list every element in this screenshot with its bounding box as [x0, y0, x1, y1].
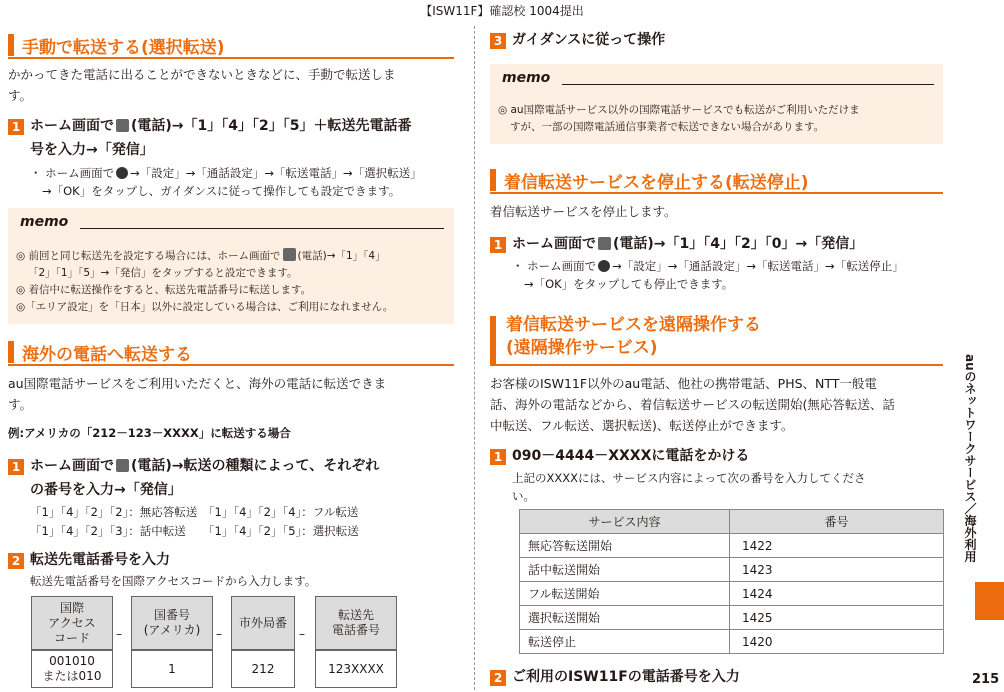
table-cell: 1425 — [730, 606, 944, 630]
step-note-2: →「OK」をタップし、ガイダンスに従って操作しても設定できます。 — [42, 184, 401, 198]
column-divider — [474, 26, 475, 690]
section-title-manual-forward: 手動で転送する(選択転送) — [8, 33, 454, 59]
table-cell: 1423 — [730, 558, 944, 582]
intro-text-2: す。 — [8, 88, 33, 103]
box-dest-number-value: 123XXXX — [315, 650, 397, 688]
remote-intro-2: 話、海外の電話などから、着信転送サービスの転送開始(無応答転送、話 — [490, 397, 895, 412]
table-cell: 話中転送開始 — [520, 558, 730, 582]
memo-rule — [80, 228, 444, 229]
page-number: 215 — [972, 672, 1000, 687]
step-number: 1 — [490, 237, 506, 253]
code-list-2: 「1」「4」「2」「3」：話中転送 「1」「4」「2」「5」：選択転送 — [30, 524, 359, 538]
box-dest-number-header: 転送先 電話番号 — [315, 596, 397, 650]
apps-icon — [116, 167, 128, 179]
step-number: 1 — [8, 119, 24, 135]
step-desc-2: い。 — [512, 489, 535, 503]
step-heading: ホーム画面で (電話)→転送の種類によって、それぞれ — [30, 458, 380, 474]
dash: – — [299, 627, 305, 641]
memo-item-1: ◎ 前回と同じ転送先を設定する場合には、ホーム画面で (電話)→「1」「4」 — [16, 250, 386, 262]
table-cell: 選択転送開始 — [520, 606, 730, 630]
step-number: 1 — [490, 449, 506, 465]
code-list-1: 「1」「4」「2」「2」：無応答転送 「1」「4」「2」「4」：フル転送 — [30, 505, 359, 519]
step-heading: ご利用のISW11Fの電話番号を入力 — [512, 669, 740, 685]
memo-label: memo — [20, 214, 69, 230]
side-tab — [975, 582, 1004, 620]
memo-item-1b: 「2」「1」「5」→「発信」をタップすると設定できます。 — [28, 267, 298, 279]
box-country-code-header: 国番号 (アメリカ) — [131, 596, 213, 650]
side-section-label: auのネットワークサービス／海外利用 — [963, 354, 977, 563]
table-row — [520, 630, 944, 654]
table-cell: フル転送開始 — [520, 582, 730, 606]
table-row — [520, 534, 944, 558]
intro-text: かかってきた電話に出ることができないときなどに、手動で転送しま — [8, 67, 396, 82]
memo-item-2: ◎ 着信中に転送操作をすると、転送先電話番号に転送します。 — [16, 284, 312, 296]
table-header: サービス内容 — [520, 510, 730, 534]
step-heading-2: の番号を入力→「発信」 — [30, 482, 182, 498]
table-cell: 1424 — [730, 582, 944, 606]
table-header-row — [520, 510, 944, 534]
table-cell: 転送停止 — [520, 630, 730, 654]
box-intl-access-header: 国際 アクセス コード — [31, 596, 113, 650]
table-cell: 1420 — [730, 630, 944, 654]
table-cell: 無応答転送開始 — [520, 534, 730, 558]
dash: – — [216, 627, 222, 641]
step-number: 1 — [8, 459, 24, 475]
overseas-intro-2: す。 — [8, 397, 33, 412]
memo-item-3: ◎「エリア設定」を「日本」以外に設定している場合は、ご利用になれません。 — [16, 301, 394, 313]
section-title-overseas: 海外の電話へ転送する — [8, 340, 454, 366]
table-row — [520, 558, 944, 582]
phone-icon — [116, 459, 129, 472]
memo-item: ◎ au国際電話サービス以外の国際電話サービスでも転送がご利用いただけま — [498, 104, 860, 116]
box-area-code-header: 市外局番 — [231, 596, 295, 650]
table-row — [520, 606, 944, 630]
step-number: 2 — [8, 553, 24, 569]
step-number: 2 — [490, 670, 506, 686]
step-desc: 上記のXXXXには、サービス内容によって次の番号を入力してくださ — [512, 471, 866, 485]
box-intl-access-value: 001010 または010 — [31, 650, 113, 688]
step-heading-2: 号を入力→「発信」 — [30, 142, 154, 158]
service-code-table — [519, 509, 944, 654]
section-title-remote: 着信転送サービスを遠隔操作する (遠隔操作サービス) — [490, 314, 943, 366]
memo-rule — [562, 84, 934, 85]
step-heading: ホーム画面で (電話)→「1」「4」「2」「5」＋転送先電話番 — [30, 118, 412, 134]
overseas-intro: au国際電話サービスをご利用いただくと、海外の電話に転送できま — [8, 376, 387, 391]
phone-icon — [116, 119, 129, 132]
step-desc: 転送先電話番号を国際アクセスコードから入力します。 — [30, 574, 317, 588]
remote-intro-1: お客様のISW11F以外のau電話、他社の携帯電話、PHS、NTT一般電 — [490, 376, 877, 391]
page-header: 【ISW11F】確認校 1004提出 — [420, 4, 584, 18]
section-title-stop-forward: 着信転送サービスを停止する(転送停止) — [490, 168, 943, 194]
step-number: 3 — [490, 33, 506, 49]
stop-intro: 着信転送サービスを停止します。 — [490, 204, 677, 219]
step-note-2: →「OK」をタップしても停止できます。 — [524, 277, 734, 291]
memo-item-2: すが、一部の国際電話通信事業者で転送できない場合があります。 — [510, 121, 825, 133]
memo-label: memo — [502, 70, 551, 86]
step-heading: ホーム画面で (電話)→「1」「4」「2」「0」→「発信」 — [512, 236, 864, 252]
apps-icon — [598, 260, 610, 272]
table-row — [520, 582, 944, 606]
table-header: 番号 — [730, 510, 944, 534]
phone-icon — [283, 248, 296, 261]
step-note: ・ ホーム画面で →「設定」→「通話設定」→「転送電話」→「転送停止」 — [512, 259, 904, 273]
box-area-code-value: 212 — [231, 650, 295, 688]
step-heading: ガイダンスに従って操作 — [512, 32, 666, 48]
table-cell: 1422 — [730, 534, 944, 558]
box-country-code-value: 1 — [131, 650, 213, 688]
remote-intro-3: 中転送、フル転送、選択転送)、転送停止ができます。 — [490, 418, 794, 433]
step-note: ・ ホーム画面で →「設定」→「通話設定」→「転送電話」→「選択転送」 — [30, 166, 422, 180]
example-text: 例:アメリカの「212－123－XXXX」に転送する場合 — [8, 426, 291, 440]
step-heading: 090－4444－XXXXに電話をかける — [512, 448, 750, 464]
dash: – — [116, 627, 122, 641]
phone-icon — [598, 237, 611, 250]
step-heading: 転送先電話番号を入力 — [30, 552, 170, 568]
